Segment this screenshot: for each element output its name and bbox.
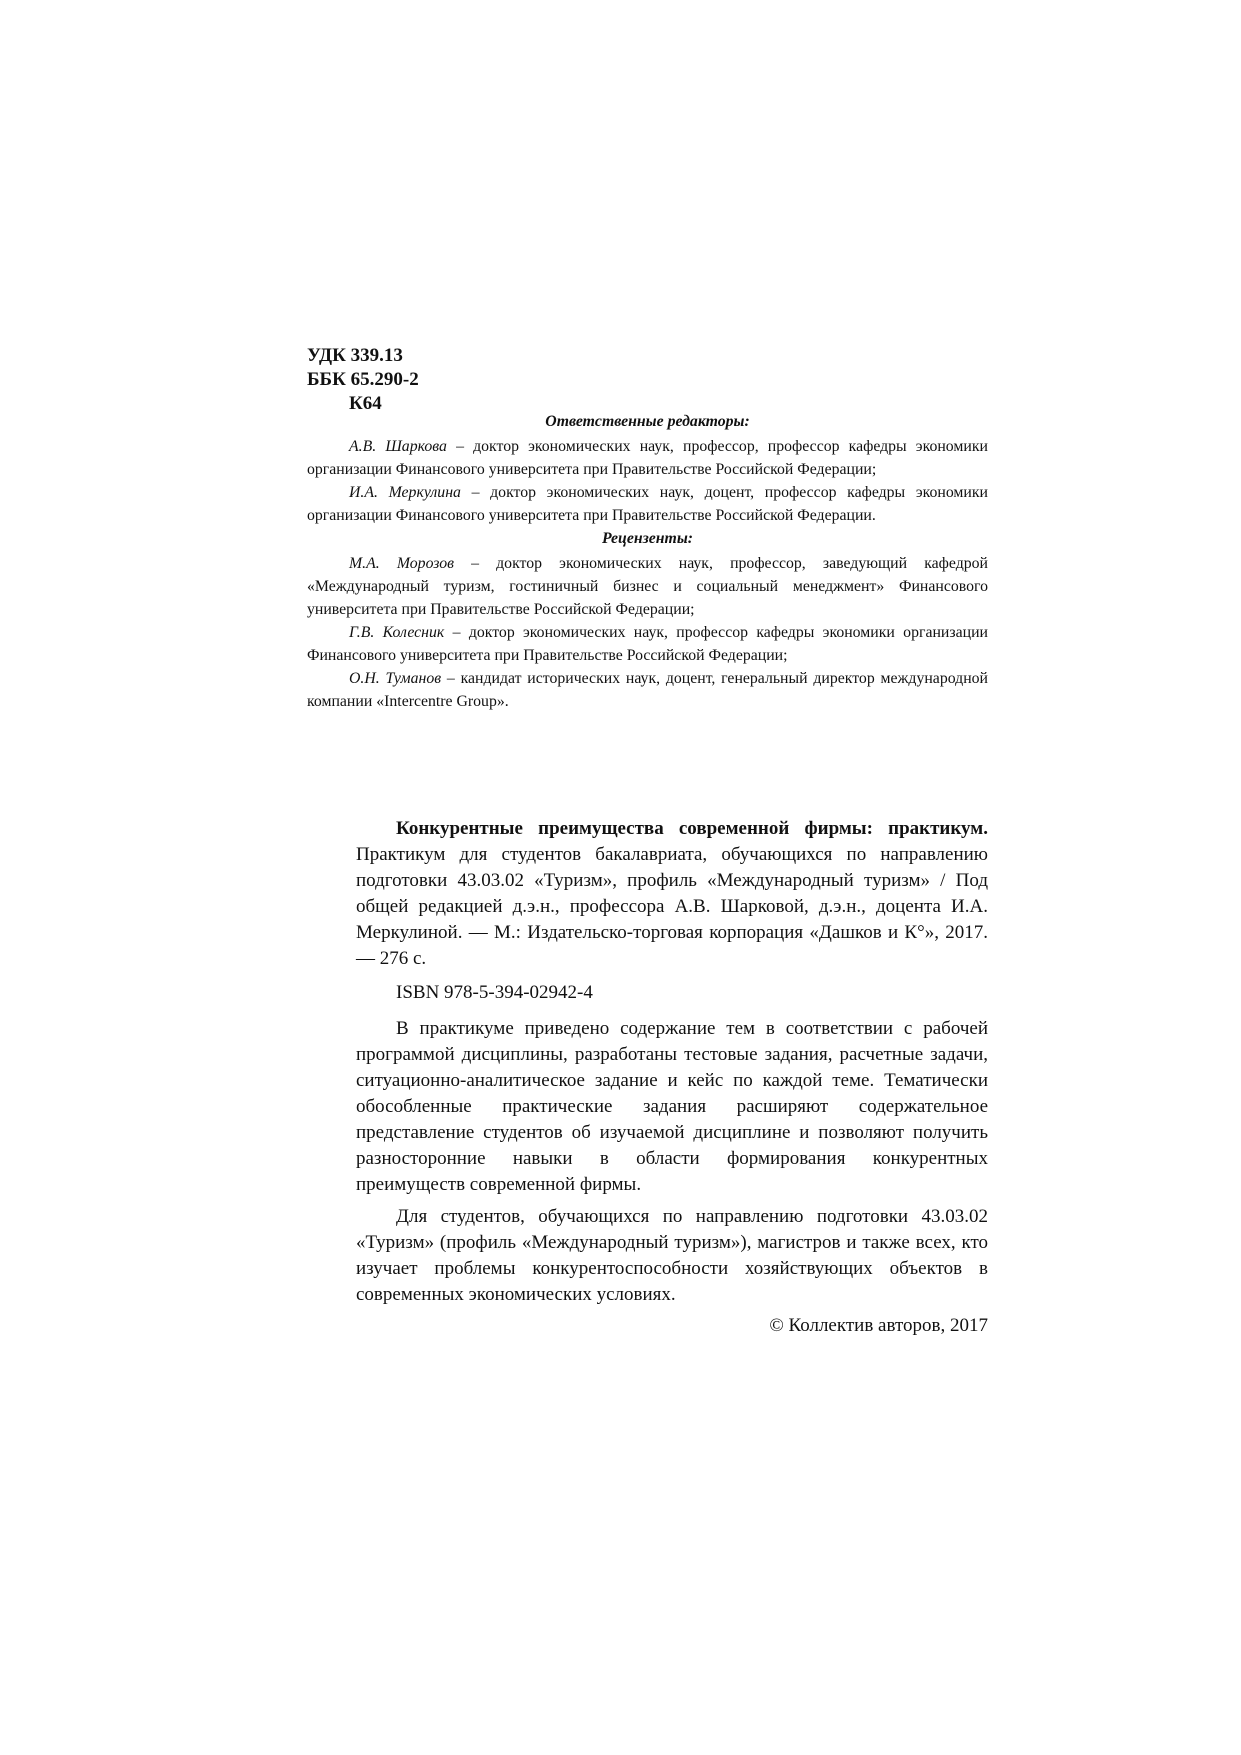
- reviewer-entry: [307, 552, 988, 621]
- editor-entry: [307, 481, 988, 527]
- bibliographic-record: [356, 816, 988, 972]
- credits-block: [307, 410, 988, 713]
- reviewer-entry: [307, 621, 988, 667]
- annotation-paragraph: В практикуме приведено содержание тем в соответствии с рабочей программой дисциплины, разработаны тестовые задания, расчетные задачи, ситуационно-аналитическое задание и кейс по каждой теме. Тематически обособленные практические задания расширяют содержательное представление студентов об изучаемой дисциплине и позволяют получить разносторонние навыки в области формирования конкурентных преимуществ современной фирмы.: [356, 1018, 988, 1195]
- reviewer-description: – доктор экономических наук, профессор кафедры экономики организации Финансового университета при Правительстве Российской Федерации;: [307, 624, 988, 664]
- reviewer-description: – кандидат исторических наук, доцент, генеральный директор международной компании «Intercentre Group».: [307, 670, 989, 710]
- classification-codes: [307, 344, 419, 416]
- bibliographic-description: Практикум для студентов бакалавриата, обучающихся по направлению подготовки 43.03.02 «Туризм», профиль «Международный туризм» / Под общей редакцией д.э.н., профессора А.В. Шарковой, д.э.н., доцента И.А. Меркулиной. — М.: Издательско-торговая корпорация «Дашков и К°», 2017. — 276 с.: [356, 844, 988, 969]
- annotation-paragraph: Для студентов, обучающихся по направлению подготовки 43.03.02 «Туризм» (профиль «Международный туризм»), магистров и также всех, кто изучает проблемы конкурентоспособности хозяйствующих объектов в современных экономических условиях.: [356, 1206, 988, 1305]
- author-mark: К64: [349, 393, 382, 414]
- editors-heading: Ответственные редакторы:: [545, 413, 750, 430]
- isbn: ISBN 978-5-394-02942-4: [396, 982, 593, 1003]
- editor-name: И.А. Меркулина: [349, 484, 461, 501]
- reviewer-entry: [307, 667, 988, 713]
- reviewer-name: Г.В. Колесник: [349, 624, 445, 641]
- editor-description: – доктор экономических наук, доцент, профессор кафедры экономики организации Финансового университета при Правительстве Российской Федерации.: [307, 484, 988, 524]
- editor-name: А.В. Шаркова: [349, 438, 447, 455]
- reviewer-name: О.Н. Туманов: [349, 670, 442, 687]
- copyright-notice: © Коллектив авторов, 2017: [769, 1315, 988, 1336]
- bbk-code: ББК 65.290-2: [307, 369, 419, 390]
- book-title: Конкурентные преимущества современной фирмы: практикум.: [396, 818, 988, 839]
- editor-description: – доктор экономических наук, профессор, профессор кафедры экономики организации Финансового университета при Правительстве Российской Федерации;: [307, 438, 988, 478]
- udk-code: УДК 339.13: [307, 345, 403, 366]
- reviewer-description: – доктор экономических наук, профессор, заведующий кафедрой «Международный туризм, гостиничный бизнес и социальный менеджмент» Финансового университета при Правительстве Российской Федерации;: [307, 555, 988, 618]
- catalog-entry: [356, 816, 988, 1308]
- editor-entry: [307, 435, 988, 481]
- reviewers-heading: Рецензенты:: [601, 530, 694, 547]
- reviewer-name: М.А. Морозов: [349, 555, 454, 572]
